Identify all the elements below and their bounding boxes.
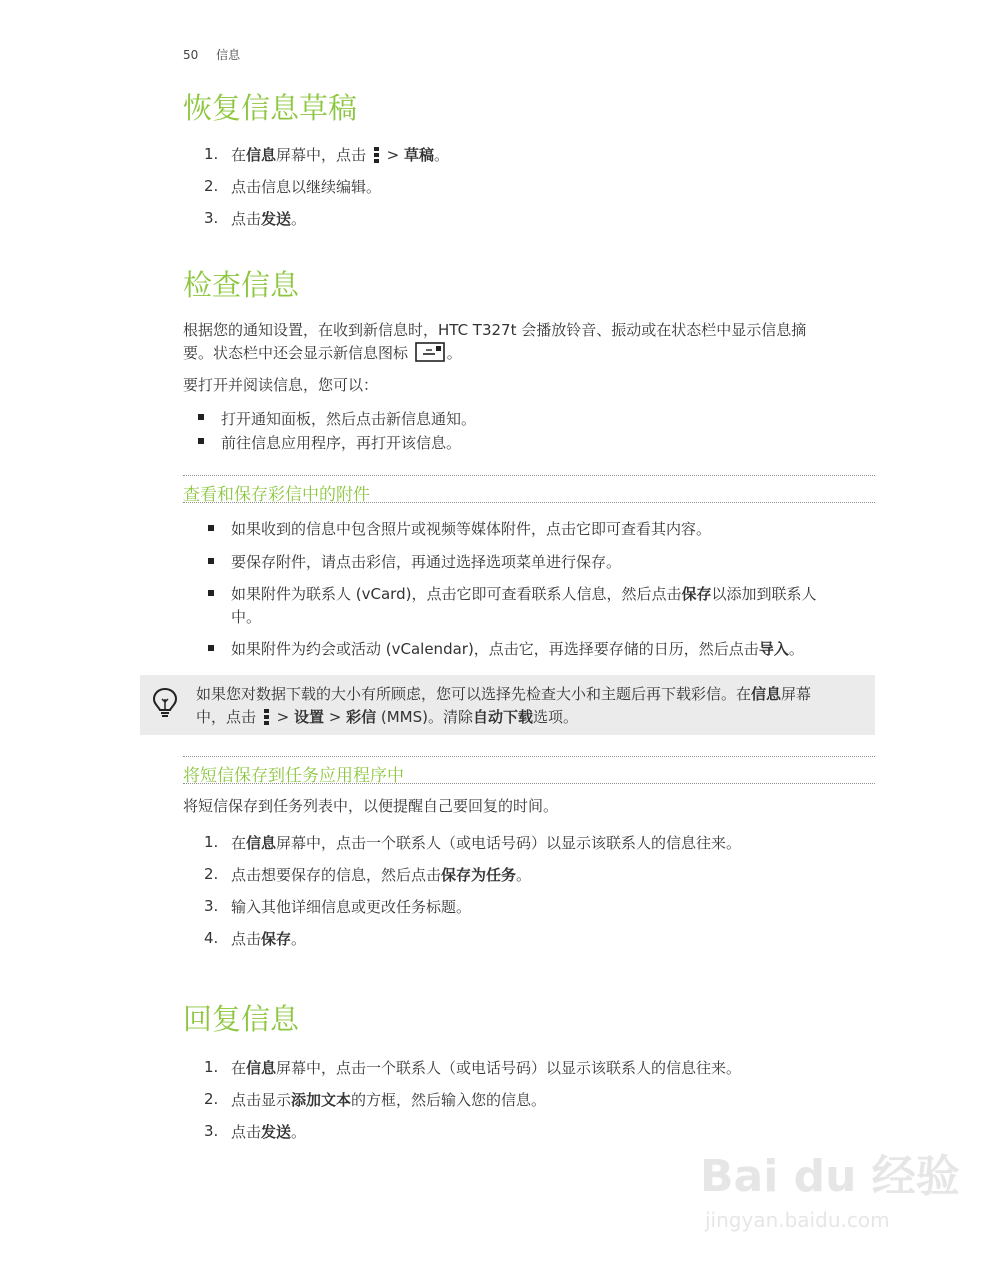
- attach-bullet-2: 要保存附件，请点击彩信，再通过选择选项菜单进行保存。: [231, 553, 622, 571]
- divider: [183, 475, 875, 476]
- check-bullet-2: 前往信息应用程序，再打开该信息。: [221, 434, 462, 452]
- menu-icon: [374, 147, 379, 163]
- attach-bullet-3-cont: 中。: [231, 608, 262, 626]
- running-section-title: 信息: [216, 48, 241, 62]
- divider: [183, 783, 875, 784]
- reply-step-1: 在信息屏幕中，点击一个联系人（或电话号码）以显示该联系人的信息往来。: [231, 1059, 742, 1077]
- tip-line-2: 中，点击 > 设置 > 彩信 (MMS)。清除自动下载选项。: [196, 708, 579, 726]
- lightbulb-icon: [152, 687, 178, 725]
- check-para-line-1: 根据您的通知设置，在收到新信息时，HTC T327t 会播放铃音、振动或在状态栏中显示信息摘: [183, 321, 807, 339]
- heading-mms-attachments: 查看和保存彩信中的附件: [183, 485, 370, 505]
- attach-bullet-3: 如果附件为联系人 (vCard)，点击它即可查看联系人信息，然后点击保存以添加到联系人: [231, 585, 817, 603]
- page-header: [183, 46, 254, 63]
- step-number: 2.: [204, 865, 219, 883]
- task-step-1: 在信息屏幕中，点击一个联系人（或电话号码）以显示该联系人的信息往来。: [231, 834, 742, 852]
- task-intro: 将短信保存到任务列表中，以便提醒自己要回复的时间。: [183, 797, 559, 815]
- new-message-icon: [415, 342, 445, 368]
- tip-line-1: 如果您对数据下载的大小有所顾虑，您可以选择先检查大小和主题后再下载彩信。在信息屏幕: [196, 685, 812, 703]
- step-number: 2.: [204, 177, 219, 195]
- bullet-marker: [208, 590, 214, 596]
- check-para-2: 要打开并阅读信息，您可以：: [183, 376, 379, 394]
- divider: [183, 502, 875, 503]
- step-number: 3.: [204, 209, 219, 227]
- restore-step-2: 点击信息以继续编辑。: [231, 178, 382, 196]
- task-step-3: 输入其他详细信息或更改任务标题。: [231, 898, 472, 916]
- check-para-line-2: 要。状态栏中还会显示新信息图标 。: [183, 342, 462, 368]
- bullet-marker: [198, 414, 204, 420]
- bullet-marker: [208, 525, 214, 531]
- heading-restore-draft: 恢复信息草稿: [183, 91, 358, 125]
- baidu-watermark-logo: Bai du 经验: [700, 1151, 960, 1202]
- restore-step-3: 点击发送。: [231, 210, 307, 228]
- divider: [183, 756, 875, 757]
- heading-reply: 回复信息: [183, 1002, 300, 1036]
- step-number: 4.: [204, 929, 219, 947]
- page-number: 50: [183, 48, 199, 62]
- step-number: 2.: [204, 1090, 219, 1108]
- reply-step-3: 点击发送。: [231, 1123, 307, 1141]
- task-step-4: 点击保存。: [231, 930, 307, 948]
- reply-step-2: 点击显示添加文本的方框，然后输入您的信息。: [231, 1091, 547, 1109]
- heading-save-to-tasks: 将短信保存到任务应用程序中: [183, 766, 404, 786]
- step-number: 1.: [204, 833, 219, 851]
- step-number: 1.: [204, 1058, 219, 1076]
- step-number: 1.: [204, 145, 219, 163]
- step-number: 3.: [204, 897, 219, 915]
- attach-bullet-1: 如果收到的信息中包含照片或视频等媒体附件，点击它即可查看其内容。: [231, 520, 712, 538]
- heading-check-messages: 检查信息: [183, 268, 300, 302]
- check-bullet-1: 打开通知面板，然后点击新信息通知。: [221, 410, 477, 428]
- task-step-2: 点击想要保存的信息，然后点击保存为任务。: [231, 866, 532, 884]
- attach-bullet-4: 如果附件为约会或活动 (vCalendar)，点击它，再选择要存储的日历，然后点击导入。: [231, 640, 804, 658]
- bullet-marker: [208, 558, 214, 564]
- bullet-marker: [208, 645, 214, 651]
- menu-icon: [264, 709, 269, 725]
- restore-step-1: 在信息屏幕中，点击 > 草稿。: [231, 146, 449, 164]
- step-number: 3.: [204, 1122, 219, 1140]
- baidu-watermark-url: jingyan.baidu.com: [705, 1208, 890, 1232]
- bullet-marker: [198, 438, 204, 444]
- tip-box: [140, 675, 875, 735]
